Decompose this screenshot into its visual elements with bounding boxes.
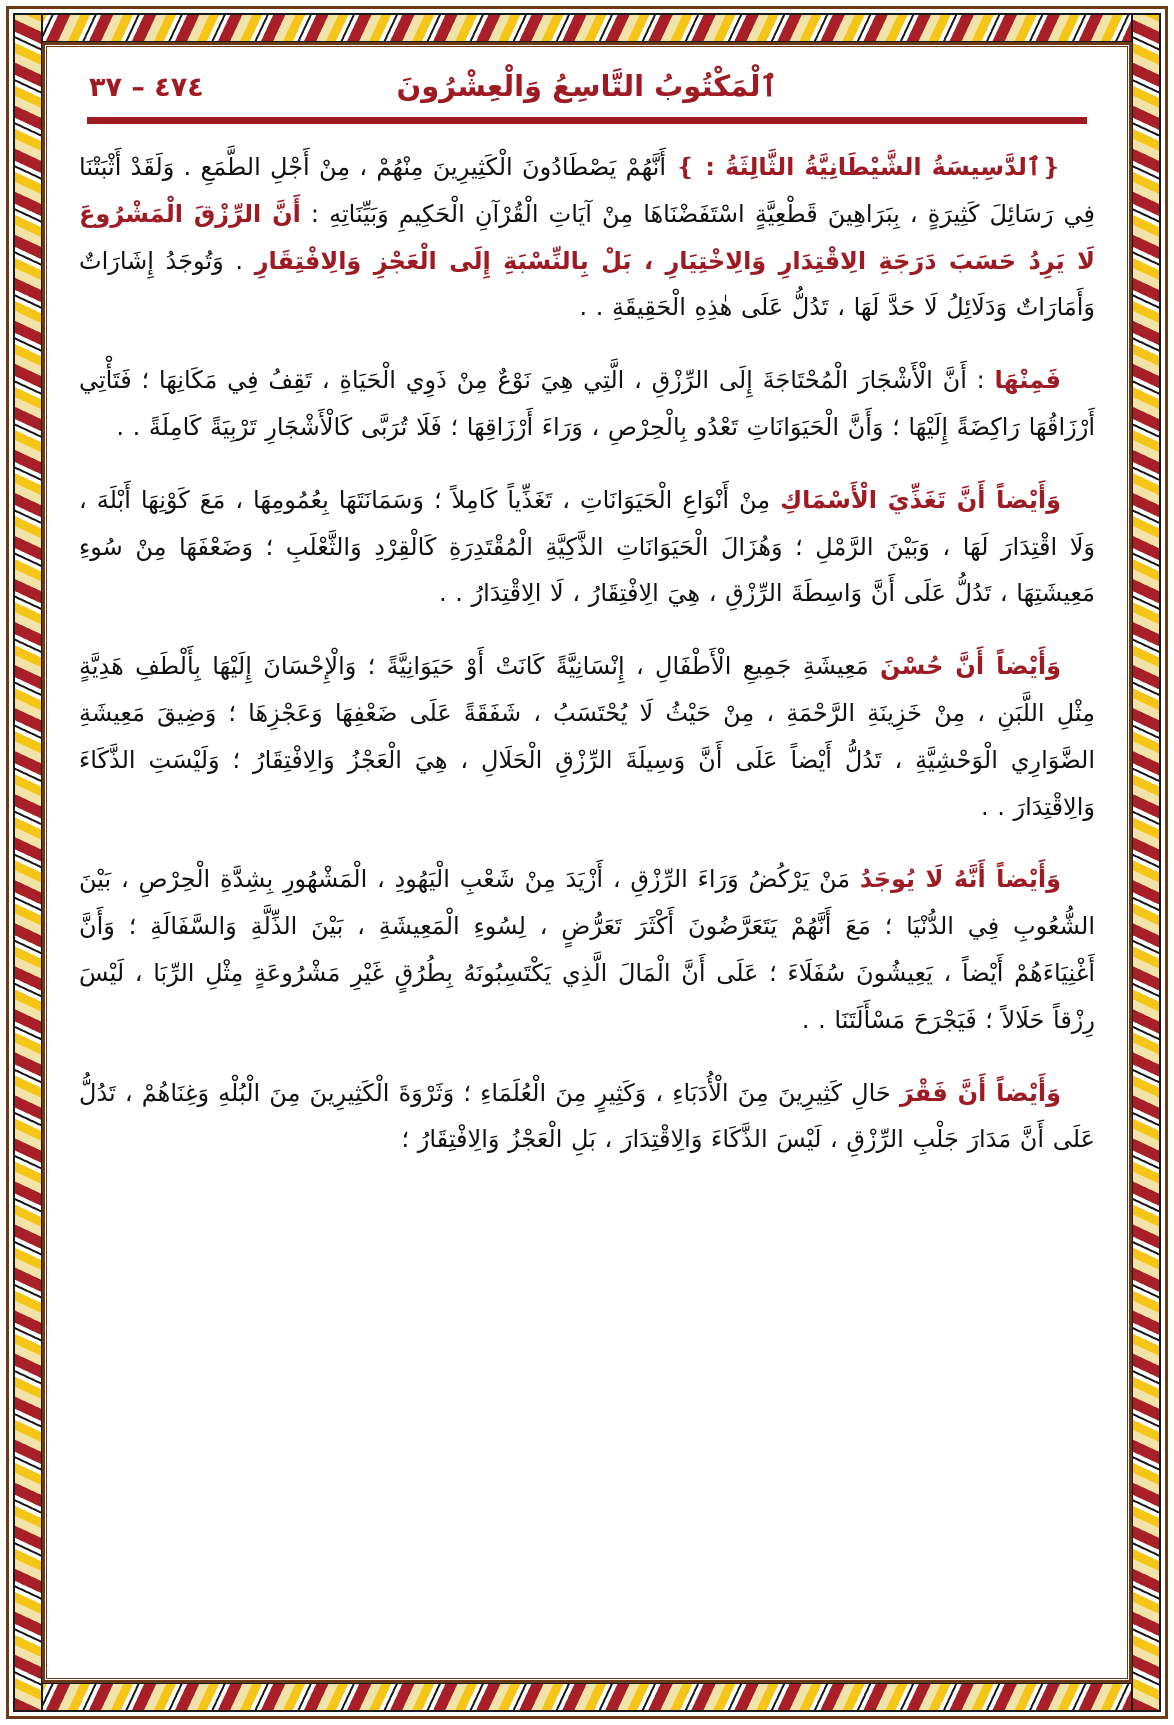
text-run: : أَنَّ الْأَشْجَارَ الْمُحْتَاجَةَ إِلَى الرِّزْقِ ، الَّتِي هِيَ نَوْعٌ مِنْ ذَوِي الْحَيَاةِ ، تَقِفُ فِي مَكَانِهَا ؛ فَتَأْتِي أَرْزَاقُهَا رَاكِضَةً إِلَيْهَا ؛ وَأَنَّ الْحَيَوَانَاتِ تَعْدُو بِالْحِرْصِ ، وَرَاءَ أَرْزَاقِهَا ؛ فَلَا تُرَبَّى كَالْأَشْجَارِ تَرْبِيَةً كَامِلَةً . .	[79, 366, 1095, 441]
ornamental-chain-bottom	[13, 1682, 1161, 1712]
text-run: مِنْ أَنْوَاعِ الْحَيَوَانَاتِ ، تَغَذِّياً كَامِلاً ؛ وَسَمَانَتَهَا بِعُمُومِهَا ، مَعَ كَوْنِهَا أَبْلَهَ ، وَلَا اقْتِدَارَ لَهَا ، وَبَيْنَ الرَّمْلِ ؛ وَهُزَالَ الْحَيَوَانَاتِ الذَّكِيَّةِ الْمُقْتَدِرَةِ كَالْقِرْدِ وَالثَّعْلَبِ ؛ وَضَعْفَهَا مِنْ سُوءِ مَعِيشَتِهَا ، تَدُلُّ عَلَى أَنَّ وَاسِطَةَ الرِّزْقِ ، هِيَ الِافْتِقَارُ ، لَا الِاقْتِدَارُ . .	[79, 485, 1095, 608]
paragraph	[79, 1070, 1095, 1164]
ornament-bracket-icon: ❵	[675, 153, 696, 181]
body-text-block	[65, 144, 1109, 1163]
highlighted-text-run: وَأَيْضاً أَنَّ فَقْرَ	[899, 1078, 1062, 1107]
text-run: حَالِ كَثِيرِينَ مِنَ الْأُدَبَاءِ ، وَكَثِيرٍ مِنَ الْعُلَمَاءِ ؛ وَثَرْوَةَ الْكَثِيرِينَ مِنَ الْبُلْهِ وَغِنَاهُمْ ، تَدُلُّ عَلَى أَنَّ مَدَارَ جَلْبِ الرِّزْقِ ، لَيْسَ الذَّكَاءَ وَالِاقْتِدَارَ ، بَلِ الْعَجْزُ وَالِافْتِقَارُ ؛	[79, 1078, 1095, 1154]
ornament-bracket-icon: ❴	[1040, 153, 1062, 181]
ornamental-chain-top	[13, 13, 1161, 43]
text-run: أَنَّهُمْ يَصْطَادُونَ الْكَثِيرِينَ مِنْهُمْ ، مِنْ أَجْلِ الطَّمَعِ . وَلَقَدْ أَثْبَتْنَا فِي رَسَائِلَ كَثِيرَةٍ ، بِبَرَاهِينَ قَطْعِيَّةٍ اسْتَفَضْنَاهَا مِنْ آيَاتِ الْقُرْآنِ الْحَكِيمِ وَبَيِّنَاتِهِ :	[79, 153, 1095, 228]
paragraph	[79, 144, 1095, 331]
paragraph	[79, 357, 1095, 451]
highlighted-text-run: فَمِنْهَا	[994, 366, 1061, 395]
highlighted-text-run: ٱلدَّسِيسَةُ الشَّيْطَانِيَّةُ الثَّالِثَةُ :	[695, 153, 1041, 181]
page-title: ٱلْمَكْتُوبُ التَّاسِعُ وَالْعِشْرُونَ	[396, 69, 778, 103]
page-folio-number: ٤٧٤ – ٣٧	[89, 72, 204, 103]
highlighted-text-run: وَأَيْضاً أَنَّ تَغَذِّيَ الْأَسْمَاكِ	[780, 485, 1061, 514]
header-divider-rule	[87, 117, 1087, 124]
ornamental-chain-right	[1131, 13, 1161, 1712]
ornamental-chain-left	[13, 13, 43, 1712]
highlighted-text-run: وَأَيْضاً أَنَّهُ لَا يُوجَدُ	[859, 865, 1061, 894]
paragraph	[79, 856, 1095, 1043]
paragraph	[79, 643, 1095, 830]
text-run: مَنْ يَرْكُضُ وَرَاءَ الرِّزْقِ ، أَزْيَدَ مِنْ شَعْبِ الْيَهُودِ ، الْمَشْهُورِ بِشِدَّةِ الْحِرْصِ ، بَيْنَ الشُّعُوبِ فِي الدُّنْيَا ؛ مَعَ أَنَّهُمْ يَتَعَرَّضُونَ أَكْثَرَ تَعَرُّضٍ ، لِسُوءِ الْمَعِيشَةِ ، بَيْنَ الذِّلَّةِ وَالسَّفَالَةِ ؛ وَأَنَّ أَغْنِيَاءَهُمْ أَيْضاً ، يَعِيشُونَ سُفَلَاءَ ؛ عَلَى أَنَّ الْمَالَ الَّذِي يَكْتَسِبُونَهُ بِطُرُقٍ غَيْرِ مَشْرُوعَةٍ مِثْلِ الرِّبَا ، لَيْسَ رِزْقاً حَلَالاً ؛ فَيَجْرَحَ مَسْأَلَتَنَا . .	[79, 865, 1095, 1034]
text-run: . وَتُوجَدُ إِشَارَاتٌ وَأَمَارَاتٌ وَدَلَائِلُ لَا حَدَّ لَهَا ، تَدُلُّ عَلَى هٰذِهِ الْحَقِيقَةِ . .	[79, 246, 1095, 322]
text-run: مَعِيشَةِ جَمِيعِ الْأَطْفَالِ ، إِنْسَانِيَّةً كَانَتْ أَوْ حَيَوَانِيَّةً ؛ وَالْإِحْسَانَ إِلَيْهَا بِأَلْطَفِ هَدِيَّةٍ مِثْلِ اللَّبَنِ ، مِنْ خَزِينَةِ الرَّحْمَةِ ، مِنْ حَيْثُ لَا يُحْتَسَبُ ، شَفَقَةً عَلَى ضَعْفِهَا وَعَجْزِهَا ؛ وَضِيقَ مَعِيشَةِ الضَّوَارِي الْوَحْشِيَّةِ ، تَدُلُّ أَيْضاً عَلَى أَنَّ وَسِيلَةَ الرِّزْقِ الْحَلَالِ ، هِيَ الْعَجْزُ وَالِافْتِقَارُ ؛ وَلَيْسَتِ الذَّكَاءَ وَالِاقْتِدَارَ . .	[79, 652, 1095, 821]
page-header	[65, 63, 1109, 103]
highlighted-text-run: وَأَيْضاً أَنَّ حُسْنَ	[880, 652, 1061, 681]
page-content	[55, 55, 1119, 1670]
highlighted-text-run: أَنَّ الرِّزْقَ الْمَشْرُوعَ لَا يَرِدُ حَسَبَ دَرَجَةِ الِاقْتِدَارِ وَالِاخْتِيَارِ ، بَلْ بِالنِّسْبَةِ إِلَى الْعَجْزِ وَالِافْتِقَارِ	[79, 199, 1095, 275]
paragraph	[79, 477, 1095, 617]
